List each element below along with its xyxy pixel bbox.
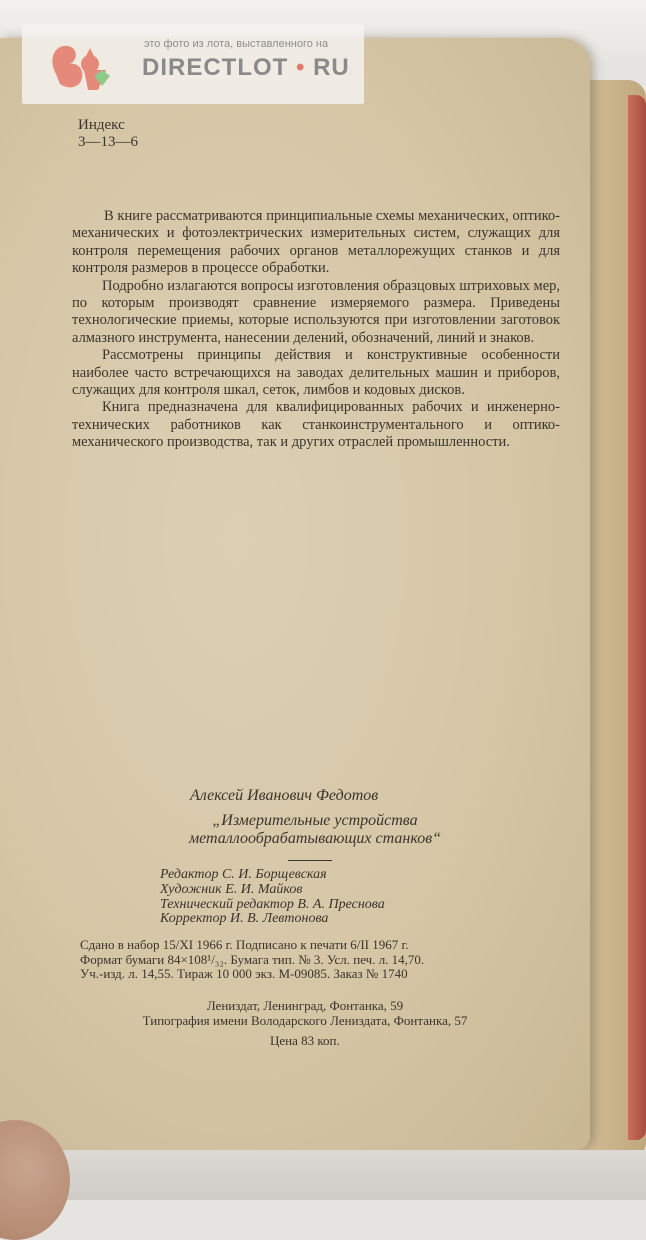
credit-tech-editor: Технический редактор В. А. Преснова bbox=[160, 896, 385, 912]
watermark-brand bbox=[142, 54, 350, 82]
credits bbox=[160, 868, 385, 927]
publisher-line: Лениздат, Ленинград, Фонтанка, 59 bbox=[206, 998, 404, 1013]
abstract bbox=[72, 208, 560, 452]
credit-editor: Редактор С. И. Борщевская bbox=[160, 867, 327, 882]
credit-artist: Художник Е. И. Майков bbox=[160, 881, 303, 897]
table-foreground bbox=[0, 1150, 646, 1200]
book-title-line: „Измерительные устройства bbox=[212, 812, 418, 829]
book-page bbox=[0, 38, 590, 1150]
watermark-caption: это фото из лота, выставленного на bbox=[144, 38, 329, 50]
publisher bbox=[95, 998, 515, 1028]
watermark-dot: • bbox=[296, 54, 306, 81]
watermark bbox=[22, 24, 364, 104]
abstract-paragraph: В книге рассматриваются принципиальные схемы механических, оптико-механических и фотоэлектрических измерительных систем, служащих для контроля перемещения рабочих органов металлорежущих станков и для контроля размеров в процессе обработки. bbox=[72, 208, 560, 277]
price: Цена 83 коп. bbox=[270, 1033, 340, 1048]
book-title bbox=[155, 812, 475, 848]
imprint-line: Сдано в набор 15/XI 1966 г. Подписано к печати 6/II 1967 г. bbox=[80, 937, 409, 952]
watermark-brand-name: DIRECTLOT bbox=[142, 54, 289, 81]
book-cover-edge bbox=[628, 95, 646, 1140]
divider bbox=[288, 860, 332, 861]
book-title-line: металлообрабатывающих станков“ bbox=[188, 830, 442, 847]
abstract-paragraph: Рассмотрены принципы действия и конструктивные особенности наиболее часто встречающихся на заводах делительных машин и приборов, служащих для контроля шкал, сеток, лимбов и кодовых дисков. bbox=[72, 347, 560, 399]
watermark-tld: RU bbox=[313, 54, 350, 81]
imprint-line: Уч.-изд. л. 14,55. Тираж 10 000 экз. М-09085. Заказ № 1740 bbox=[80, 966, 408, 982]
publisher-line: Типография имени Володарского Лениздата, Фонтанка, 57 bbox=[142, 1013, 468, 1028]
imprint bbox=[80, 938, 424, 982]
squirrel-logo-icon bbox=[48, 40, 116, 94]
imprint-line: Формат бумаги 84×108¹/₃₂. Бумага тип. № 3. Усл. печ. л. 14,70. bbox=[80, 951, 425, 967]
index-code: 3—13—6 bbox=[78, 134, 138, 150]
index-block bbox=[78, 117, 138, 151]
abstract-paragraph: Книга предназначена для квалифицированных рабочих и инженерно-технических работников как станкоинструментального и оптико-механического производства, так и других отраслей промышленности. bbox=[72, 399, 560, 451]
abstract-paragraph: Подробно излагаются вопросы изготовления образцовых штриховых мер, по которым производят сравнение измеряемого размера. Приведены технологические приемы, которые используются при изготовлении заготовок алмазного инструмента, нанесении делений, обозначений, линий и знаков. bbox=[72, 277, 560, 346]
author-name: Алексей Иванович Федотов bbox=[190, 787, 379, 804]
credit-proofreader: Корректор И. В. Левтонова bbox=[160, 911, 329, 927]
index-label: Индекс bbox=[78, 117, 125, 133]
